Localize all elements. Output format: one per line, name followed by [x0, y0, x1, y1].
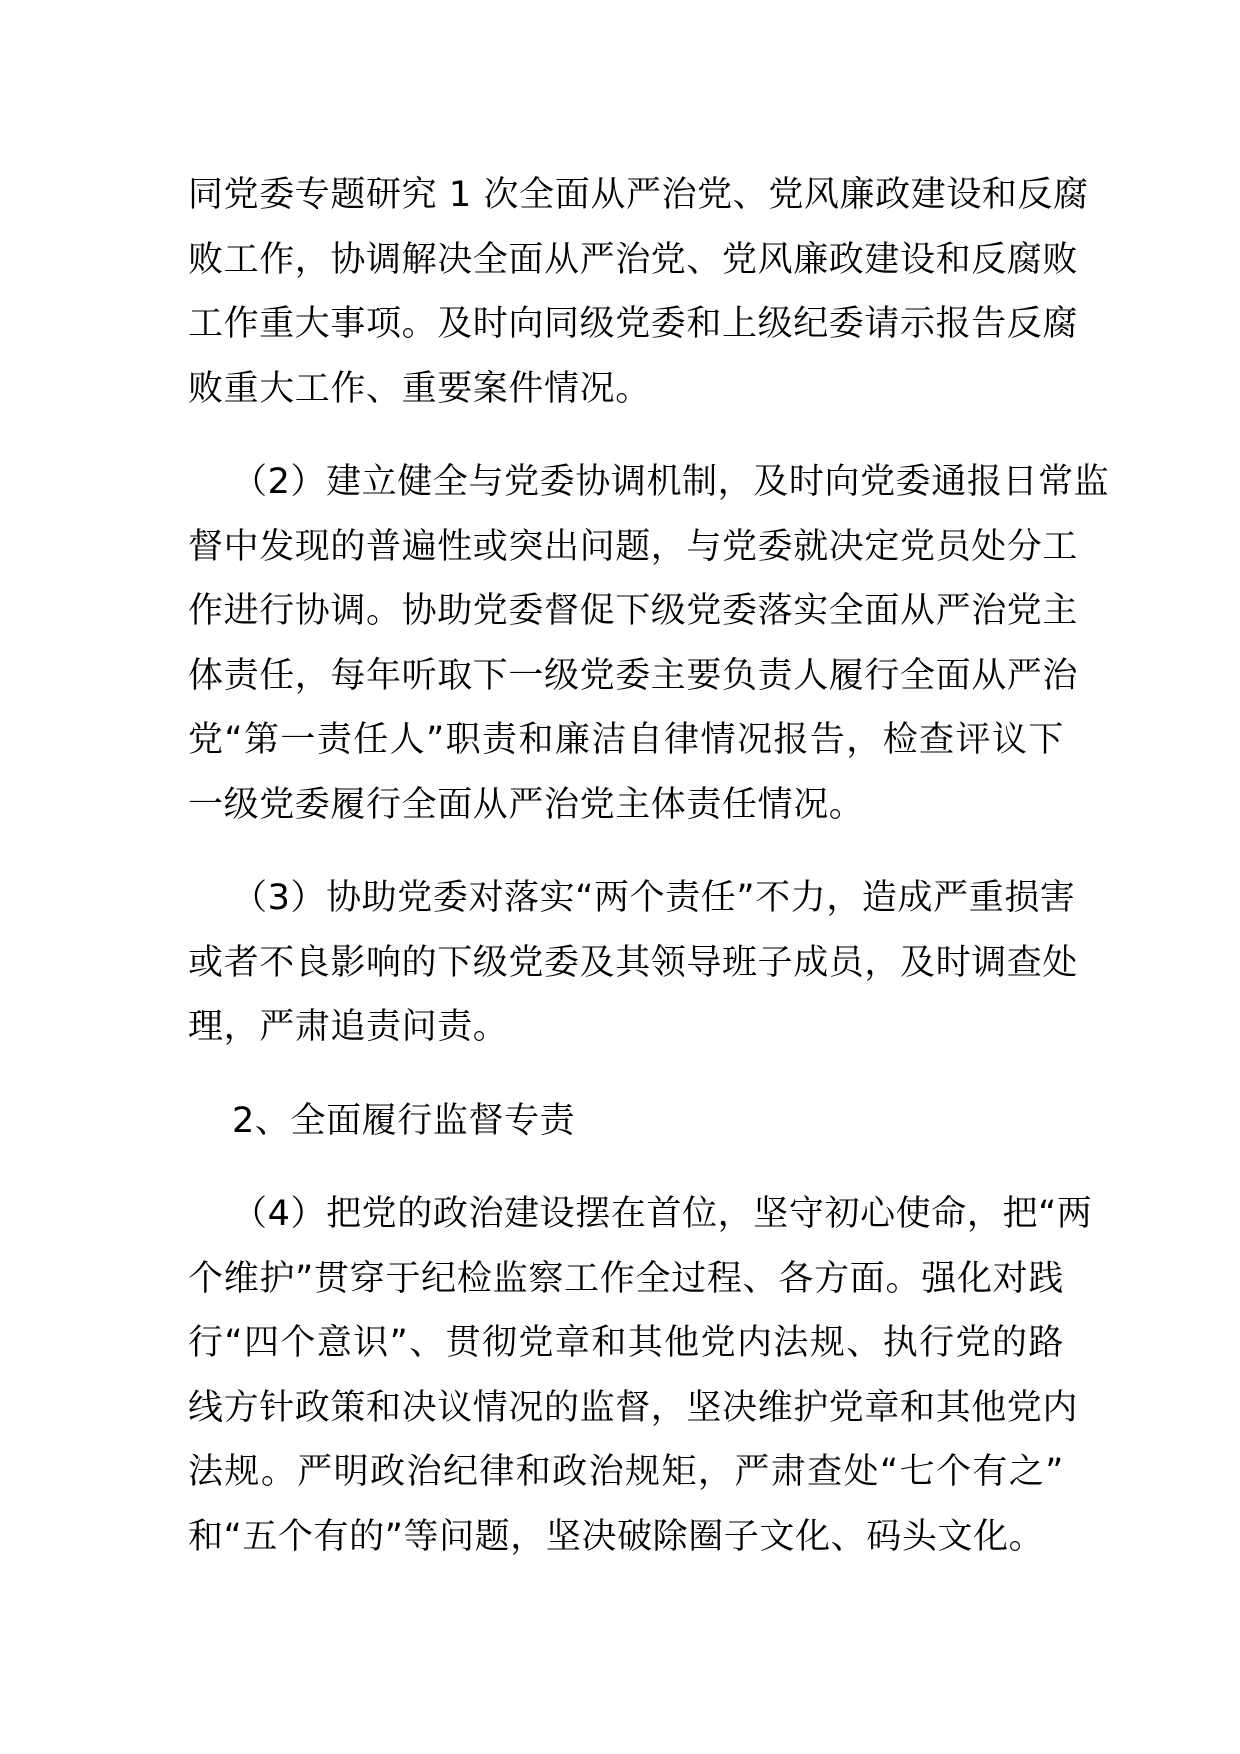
text-line: （4）把党的政治建设摆在首位，坚守初心使命，把“两	[232, 1194, 1093, 1234]
text-line: 督中发现的普遍性或突出问题，与党委就决定党员处分工	[188, 526, 1079, 567]
text-line: 行“四个意识”、贯彻党章和其他党内法规、执行党的路	[188, 1323, 1064, 1363]
text-line: 工作重大事项。及时向同级党委和上级纪委请示报告反腐	[188, 304, 1079, 344]
paragraph-4	[188, 1182, 1093, 1569]
text-line: （3）协助党委对落实“两个责任”不力，造成严重损害	[232, 878, 1076, 918]
text-line: 体责任，每年听取下一级党委主要负责人履行全面从严治	[188, 655, 1079, 696]
text-line: 理，严肃追责问责。	[188, 1007, 509, 1047]
paragraph-1	[188, 163, 1089, 421]
text-line: 党“第一责任人”职责和廉洁自律情况报告，检查评议下	[188, 720, 1064, 760]
text-line: 一级党委履行全面从严治党主体责任情况。	[188, 784, 865, 825]
text-line: 败重大工作、重要案件情况。	[188, 368, 651, 409]
section-heading	[188, 1089, 1064, 1154]
text-line: 作进行协调。协助党委督促下级党委落实全面从严治党主	[188, 591, 1079, 631]
text-line: 或者不良影响的下级党委及其领导班子成员，及时调查处	[188, 942, 1079, 983]
text-line: 法规。严明政治纪律和政治规矩，严肃查处“七个有之”	[188, 1452, 1064, 1492]
text-line: 败工作，协调解决全面从严治党、党风廉政建设和反腐败	[188, 239, 1079, 280]
heading-text: 2、全面履行监督专责	[232, 1100, 576, 1141]
paragraph-3	[188, 866, 1079, 1060]
text-line: 和“五个有的”等问题，坚决破除圈子文化、码头文化。	[188, 1516, 1045, 1557]
text-line: 线方针政策和决议情况的监督，坚决维护党章和其他党内	[188, 1387, 1079, 1428]
text-line: （2）建立健全与党委协调机制，及时向党委通报日常监	[232, 462, 1110, 502]
paragraph-2	[188, 450, 1110, 837]
document-body	[188, 163, 1110, 1598]
text-line: 个维护”贯穿于纪检监察工作全过程、各方面。强化对践	[188, 1258, 1064, 1299]
text-line: 同党委专题研究 1 次全面从严治党、党风廉政建设和反腐	[188, 175, 1089, 215]
